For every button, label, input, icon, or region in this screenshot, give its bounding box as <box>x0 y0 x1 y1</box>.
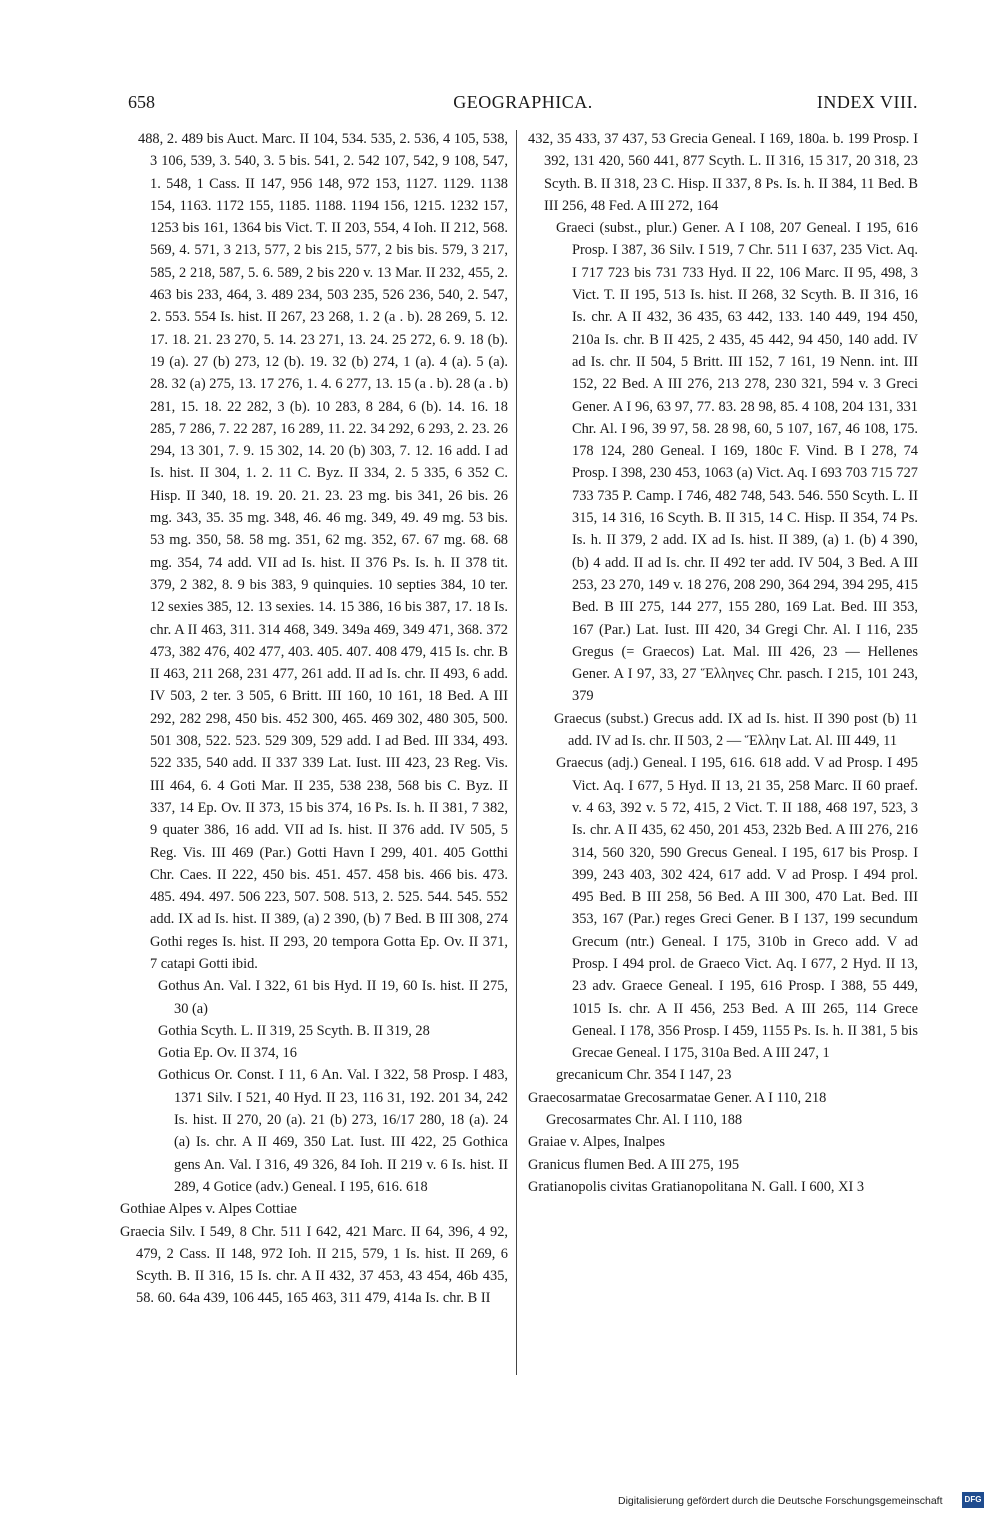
index-entry: Gothicus Or. Const. I 11, 6 An. Val. I 322, 58 Prosp. I 483, 1371 Silv. I 521, 40 Hyd. II 23, 116 31, 192. 201 34, 242 Is. hist. II 270, 20 (a). 21 (b) 273, 16/17 280, 18 (a). 24 (a) Is. chr. A II 469, 350 Lat. Iust. III 422, 25 Gothica gens An. Val. I 316, 49 326, 84 Ioh. II 219 v. 6 Is. hist. II 289, 4 Gotice (adv.) Geneal. I 195, 616. 618 <box>158 1067 508 1195</box>
index-entry: Graeci (subst., plur.) Gener. A I 108, 207 Geneal. I 195, 616 Prosp. I 387, 36 Silv. I 519, 7 Chr. 511 I 637, 235 Vict. Aq. I 717 723 bis 731 733 Hyd. II 22, 106 Marc. II 95, 498, 3 Vict. T. II 195, 513 Is. hist. II 268, 32 Scyth. B. II 316, 16 Is. chr. A II 432, 36 435, 63 442, 133. 140 449, 194 450, 210a Is. chr. B II 425, 2 435, 45 442, 94 450, 140 add. IV ad Is. chr. II 504, 5 Britt. III 152, 7 161, 19 Nenn. int. III 152, 22 Bed. A III 276, 213 278, 230 321, 594 v. 3 Greci Gener. A I 96, 63 97, 77. 83. 28 98, 85. 4 108, 204 131, 331 Chr. Al. I 96, 39 97, 58. 28 98, 60, 5 107, 167, 46 108, 175. 178 124, 280 Geneal. I 169, 180c F. Vind. B I 278, 74 Prosp. I 398, 230 453, 1063 (a) Vict. Aq. I 693 703 715 727 733 735 P. Camp. I 746, 482 748, 543. 546. 550 Scyth. L. II 315, 14 316, 16 Scyth. B. II 315, 14 C. Hisp. II 354, 74 Ps. Is. h. II 379, 2 add. IX ad Is. hist. II 389, (a) 1. (b) 4 390, (b) 4 add. II ad Is. chr. II 492 ter add. IV 504, 3 Bed. A III 253, 23 270, 149 v. 18 276, 208 290, 364 294, 394 295, 415 Bed. B III 275, 144 277, 155 280, 169 Lat. Bed. III 353, 167 (Par.) Lat. Iust. III 420, 34 Gregi Chr. Al. I 116, 235 Gregus (= Graecos) Lat. Mal. III 426, 23 — Hellenes Gener. A I 97, 33, 27 Ἕλληνες Chr. pasch. I 215, 101 243, 379 <box>556 220 918 705</box>
index-entry: Granicus flumen Bed. A III 275, 195 <box>528 1156 740 1173</box>
index-entry: Gothiae Alpes v. Alpes Cottiae <box>120 1201 297 1218</box>
index-entry: Graecus (adj.) Geneal. I 195, 616. 618 add. V ad Prosp. I 495 Vict. Aq. I 677, 5 Hyd. II 13, 21 35, 258 Marc. II 60 praef. v. 4 63, 392 v. 5 72, 415, 2 Vict. T. II 188, 468 197, 523, 3 Is. chr. A II 435, 62 450, 201 453, 232b Bed. A III 276, 216 314, 560 320, 590 Grecus Geneal. I 195, 617 bis Prosp. I 399, 243 403, 302 424, 617 add. V ad Prosp. I 494 prol. 495 Bed. B III 258, 56 Bed. A III 300, 470 Lat. Bed. III 353, 167 (Par.) reges Greci Gener. B I 137, 199 secundum Grecum (ntr.) Geneal. I 175, 310b in Greco add. V ad Prosp. I 494 prol. de Graeco Vict. Aq. I 677, 2 Hyd. II 13, 23 adv. Graece Geneal. I 195, 616 Prosp. I 388, 55 449, 1015 Is. chr. A II 456, 253 Bed. A III 265, 114 Grece Geneal. I 178, 356 Prosp. I 459, 1155 Ps. Is. h. II 381, 5 bis Grecae Geneal. I 175, 310a Bed. A III 247, 1 <box>556 755 918 1062</box>
index-entry: Gotia Ep. Ov. II 374, 16 <box>158 1045 297 1062</box>
index-entry: Gothia Scyth. L. II 319, 25 Scyth. B. II 319, 28 <box>158 1022 430 1039</box>
index-label: INDEX VIII. <box>816 92 918 112</box>
page-number: 658 <box>128 92 155 112</box>
page-header <box>128 92 918 118</box>
column-divider <box>516 130 517 1375</box>
index-entry: Gratianopolis civitas Gratianopolitana N. Gall. I 600, XI 3 <box>528 1178 865 1195</box>
left-column <box>120 128 508 1310</box>
index-entry: 488, 2. 489 bis Auct. Marc. II 104, 534. 535, 2. 536, 4 105, 538, 3 106, 539, 3. 540, 3. 5 bis. 541, 2. 542 107, 542, 9 108, 547, 1. 548, 1 Cass. II 147, 956 148, 972 153, 1127. 1129. 1138 154, 1163. 1172 155, 1185. 1188. 1194 156, 1215. 1232 157, 1253 bis 161, 1364 bis Vict. T. II 203, 554, 4 Ioh. II 212, 568. 569, 4. 571, 3 213, 577, 2 bis 215, 577, 2 bis bis. 579, 3 217, 585, 2 218, 587, 5. 6. 589, 2 bis 220 v. 13 Mar. II 232, 455, 2. 463 bis 233, 464, 3. 489 234, 503 235, 526 236, 540, 2. 547, 2. 553. 554 Is. hist. II 267, 23 268, 1. 2 (a . b). 28 269, 5. 12. 17. 18. 21. 23 270, 5. 14. 23 271, 13. 24. 25 272, 6. 9. 18 (b). 19 (a). 27 (b) 273, 12 (b). 19. 32 (b) 274, 1 (a). 4 (a). 5 (a). 28. 32 (a) 275, 13. 17 276, 1. 4. 6 277, 13. 15 (a . b). 28 (a . b) 281, 15. 18. 22 282, 3 (b). 10 283, 8 284, 6 (b). 14. 16. 18 285, 7 286, 7. 22 287, 16 289, 11. 22. 34 292, 6 293, 2. 23. 26 294, 13 301, 7. 9. 15 302, 14. 20 (b) 303, 7. 12. 16 add. I ad Is. hist. II 304, 1. 2. 11 C. Byz. II 334, 2. 5 335, 6 352 C. Hisp. II 340, 18. 19. 20. 21. 23. 23 mg. bis 341, 26 bis. 26 mg. 343, 35. 35 mg. 348, 46. 46 mg. 349, 49. 49 mg. 53 bis. 53 mg. 350, 58. 58 mg. 351, 62 mg. 352, 67. 67 mg. 68. 68 mg. 354, 74 add. VII ad Is. hist. II 376 Ps. Is. h. II 378 tit. 379, 2 382, 8. 9 bis 383, 9 quinquies. 10 septies 384, 10 ter. 12 sexies 385, 12. 13 sexies. 14. 15 386, 16 bis 387, 17. 18 Is. chr. A II 463, 311. 314 468, 349. 349a 469, 349 471, 368. 372 473, 382 476, 402 477, 403. 405. 407. 408 479, 415 Is. chr. B II 463, 211 268, 231 477, 261 add. II ad Is. chr. II 493, 6 add. IV 503, 2 ter. 3 505, 6 Britt. III 160, 10 161, 18 Bed. A III 292, 282 298, 450 bis. 452 300, 465. 469 302, 480 305, 500. 501 308, 522. 523. 529 309, 529 add. I ad Bed. III 334, 493. 522 335, 540 add. II 337 339 Lat. Iust. III 423, 23 Reg. Vis. III 464, 6. 4 Goti Mar. II 235, 538 238, 568 bis C. Byz. II 337, 14 Ep. Ov. II 373, 15 bis 374, 16 Ps. Is. h. II 381, 7 382, 9 quater 386, 16 add. VII ad Is. hist. II 376 add. IV 505, 5 Reg. Vis. III 469 (Par.) Gotti Havn I 299, 401. 405 Gotthi Chr. Caes. II 222, 450 bis. 451. 457. 458 bis. 466 bis. 473. 485. 494. 497. 506 223, 507. 508. 513, 2. 525. 544. 545. 552 add. IX ad Is. hist. II 389, (a) 2 390, (b) 7 Bed. B III 308, 274 Gothi reges Is. hist. II 293, 20 tempora Gotta Ep. Ov. II 371, 7 catapi Gotti ibid. <box>138 131 508 972</box>
index-entry: Graiae v. Alpes, Inalpes <box>528 1134 665 1151</box>
index-entry: 432, 35 433, 37 437, 53 Grecia Geneal. I 169, 180a. b. 199 Prosp. I 392, 131 420, 560 441, 877 Scyth. L. II 316, 15 317, 20 318, 23 Scyth. B. II 318, 23 C. Hisp. II 337, 8 Ps. Is. h. II 384, 11 Bed. B III 256, 48 Fed. A III 272, 164 <box>528 131 918 214</box>
index-entry: Graecia Silv. I 549, 8 Chr. 511 I 642, 421 Marc. II 64, 396, 4 92, 479, 2 Cass. II 148, 972 Ioh. II 215, 579, 1 Is. hist. II 269, 6 Scyth. B. II 316, 15 Is. chr. A II 432, 37 453, 43 454, 46b 435, 58. 60. 64a 439, 106 445, 165 463, 311 479, 414a Is. chr. B II <box>120 1223 508 1307</box>
index-entry: Gothus An. Val. I 322, 61 bis Hyd. II 19, 60 Is. hist. II 275, 30 (a) <box>158 978 508 1017</box>
index-entry: Grecosarmates Chr. Al. I 110, 188 <box>546 1112 743 1129</box>
digitization-credit: Digitalisierung gefördert durch die Deutsche Forschungsgemeinschaft <box>618 1495 943 1507</box>
dfg-logo: DFG <box>962 1492 984 1508</box>
index-entry: Graecus (subst.) Grecus add. IX ad Is. hist. II 390 post (b) 11 add. IV ad Is. chr. II 503, 2 — Ἕλλην Lat. Al. III 449, 11 <box>554 710 918 750</box>
index-entry: grecanicum Chr. 354 I 147, 23 <box>556 1067 732 1084</box>
index-entry: Graecosarmatae Grecosarmatae Gener. A I 110, 218 <box>528 1089 827 1106</box>
right-column <box>528 128 918 1198</box>
page-title: GEOGRAPHICA. <box>453 92 593 112</box>
